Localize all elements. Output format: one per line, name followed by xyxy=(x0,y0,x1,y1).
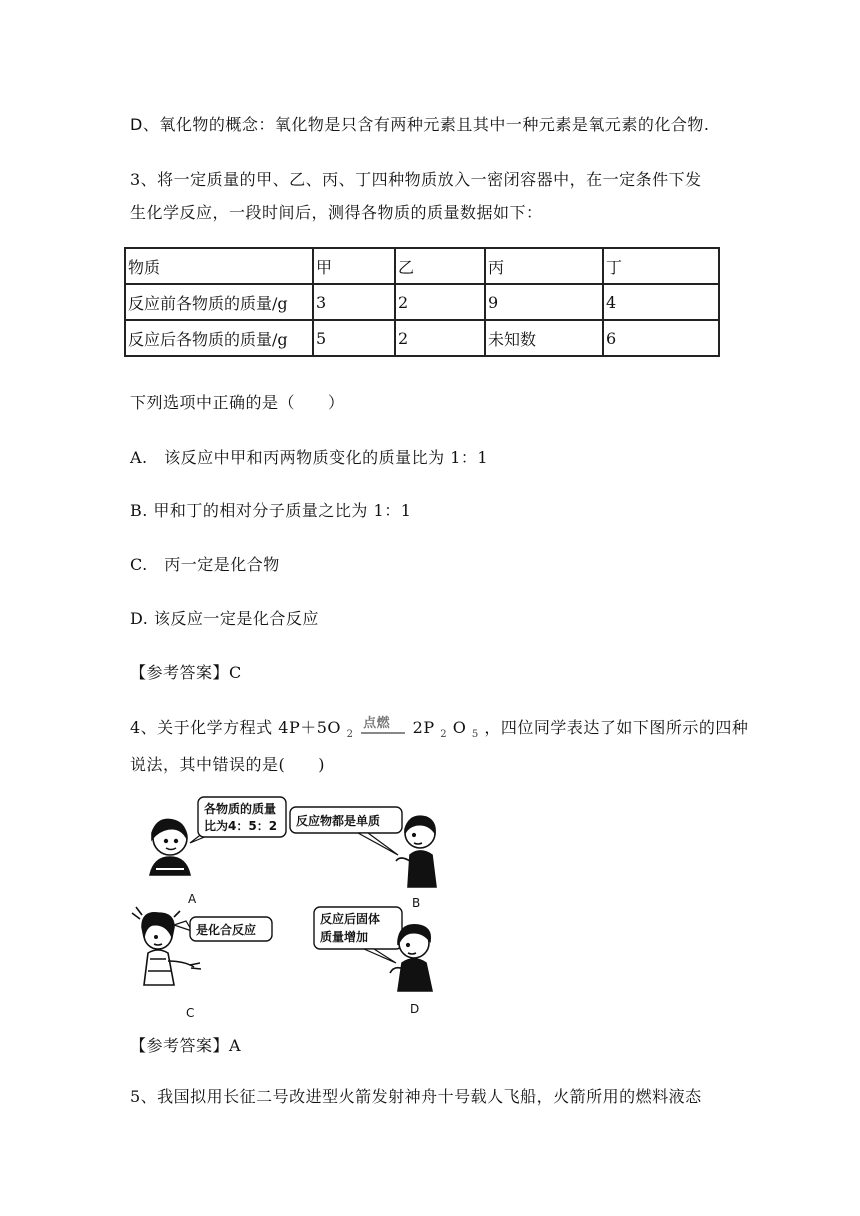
q5-stem-line1: 5、我国拟用长征二号改进型火箭发射神舟十号载人飞船，火箭所用的燃料液态 xyxy=(130,1087,702,1106)
table-cell: 反应前各物质的质量/g xyxy=(125,284,313,320)
figure-label-a: A xyxy=(188,892,197,906)
q3-answer: 【参考答案】C xyxy=(130,663,242,682)
table-cell: 2 xyxy=(395,320,485,356)
table-cell: 反应后各物质的质量/g xyxy=(125,320,313,356)
table-row xyxy=(125,320,719,356)
bubble-b-text: 反应物都是单质 xyxy=(296,814,381,828)
table-cell: 6 xyxy=(603,320,719,356)
q4-subscript-5: 5 xyxy=(471,729,479,740)
q3-stem-line2: 生化学反应，一段时间后，测得各物质的质量数据如下： xyxy=(130,203,543,222)
q4-subscript-2: 2 xyxy=(346,729,354,740)
q4-stem-line2: 说法，其中错误的是( ) xyxy=(130,755,325,774)
table-header-cell: 丙 xyxy=(485,248,603,284)
speech-pointer-b xyxy=(358,833,398,855)
table-cell: 3 xyxy=(313,284,395,320)
q3-option-b: B. 甲和丁的相对分子质量之比为 1：1 xyxy=(130,501,412,520)
table-cell: 9 xyxy=(485,284,603,320)
q4-stem-suffix: ，四位同学表达了如下图所示的四种 xyxy=(484,718,749,737)
table-header-row xyxy=(125,248,719,284)
q3-stem-line1: 3、将一定质量的甲、乙、丙、丁四种物质放入一密闭容器中，在一定条件下发 xyxy=(130,170,702,189)
table-header-cell: 丁 xyxy=(603,248,719,284)
q3-option-c: C. 丙一定是化合物 xyxy=(130,555,280,574)
four-students-figure xyxy=(128,795,458,1025)
figure-label-c: C xyxy=(186,1006,195,1020)
student-a-cartoon xyxy=(150,820,190,876)
table-header-cell: 物质 xyxy=(125,248,313,284)
q4-product-o: O xyxy=(452,718,467,737)
speech-pointer-d xyxy=(364,949,396,963)
q3-option-a: A. 该反应中甲和丙两物质变化的质量比为 1：1 xyxy=(130,448,489,467)
q3-prompt: 下列选项中正确的是（ ） xyxy=(130,393,345,412)
bubble-d-line2: 质量增加 xyxy=(320,930,369,944)
bubble-a-line2: 比为4：5：2 xyxy=(204,819,278,833)
table-cell: 4 xyxy=(603,284,719,320)
table-cell: 5 xyxy=(313,320,395,356)
figure-label-b: B xyxy=(412,896,421,910)
q4-answer: 【参考答案】A xyxy=(130,1036,242,1055)
table-header-cell: 乙 xyxy=(395,248,485,284)
q4-subscript-2: 2 xyxy=(440,729,448,740)
table-header-cell: 甲 xyxy=(313,248,395,284)
table-cell: 2 xyxy=(395,284,485,320)
reaction-condition-text: 点燃 xyxy=(363,716,391,731)
bubble-c-text: 是化合反应 xyxy=(196,923,257,937)
reaction-condition-arrow xyxy=(359,716,407,736)
bubble-a-line1: 各物质的质量 xyxy=(204,802,277,816)
table-cell: 未知数 xyxy=(485,320,603,356)
q4-stem-line1 xyxy=(130,715,748,740)
student-c-cartoon xyxy=(132,907,201,985)
figure-label-d: D xyxy=(410,1002,420,1016)
bubble-d-line1: 反应后固体 xyxy=(320,912,381,926)
table-row xyxy=(125,284,719,320)
mass-data-table xyxy=(124,247,720,357)
q4-product-p: 2P xyxy=(412,718,435,737)
q3-option-d: D. 该反应一定是化合反应 xyxy=(130,609,319,628)
equals-sign-icon xyxy=(361,732,405,734)
q4-stem-prefix: 4、关于化学方程式 4P＋5O xyxy=(130,718,342,737)
d-oxide-definition: D、氧化物的概念：氧化物是只含有两种元素且其中一种元素是氧元素的化合物. xyxy=(130,115,710,134)
